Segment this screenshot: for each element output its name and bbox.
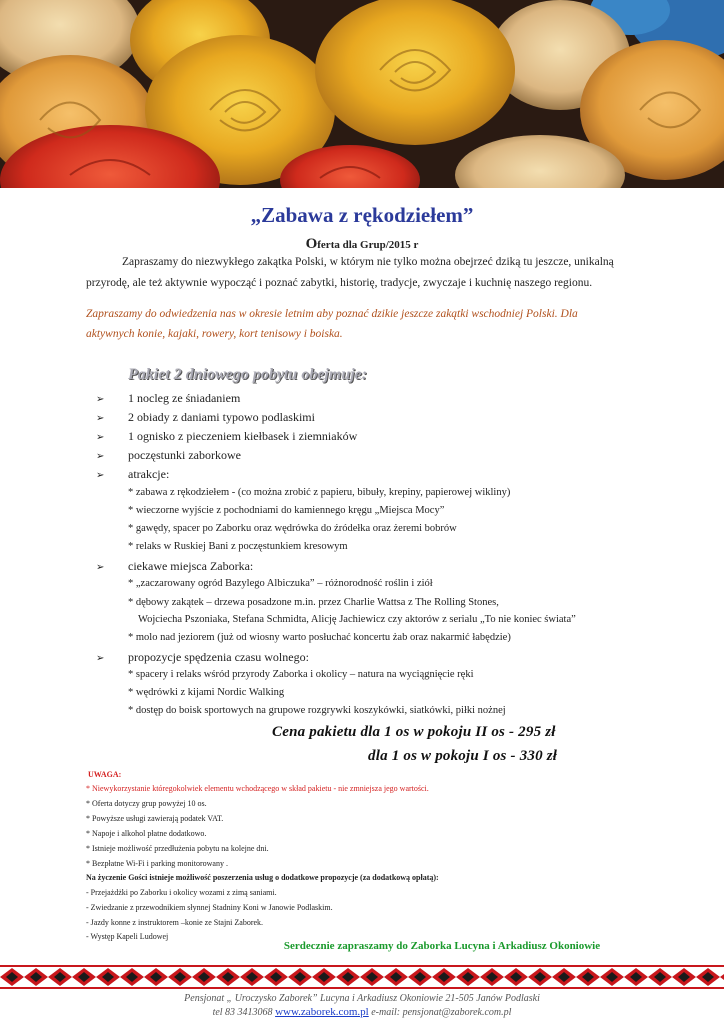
offer-subtitle	[0, 236, 724, 253]
note-line: * Napoje i alkohol płatne dodatkowo.	[86, 829, 207, 838]
leisure-line: * dostęp do boisk sportowych na grupowe rozgrywki koszykówki, siatkówki, piłki nożnej	[128, 705, 506, 716]
list-item	[96, 429, 357, 444]
note-line: * Niewykorzystanie któregokolwiek elementu wchodzącego w skład pakietu - nie zmniejsza jego wartości.	[86, 784, 429, 793]
list-item	[96, 650, 309, 665]
leisure-line: * spacery i relaks wśród przyrody Zaborka i okolicy – natura na wyciągnięcie ręki	[128, 669, 474, 680]
list-item	[96, 410, 315, 425]
price-line-single: dla 1 os w pokoju I os - 330 zł	[368, 748, 558, 764]
invite-paragraph: Zapraszamy do odwiedzenia nas w okresie letnim aby poznać dzikie jeszcze zakątki wschodniej Polski. Dla aktywnych konie, kajaki, rowery, kort tenisowy i boiska.	[86, 308, 578, 340]
list-item	[96, 559, 253, 574]
attraction-line: * gawędy, spacer po Zaborku oraz wędrówka do źródełka oraz żeremi bobrów	[128, 523, 457, 534]
attraction-line: * relaks w Ruskiej Bani z poczęstunkiem kresowym	[128, 541, 348, 552]
item-text: 2 obiady z daniami typowo podlaskimi	[128, 410, 315, 424]
place-line: * „zaczarowany ogród Bazylego Albiczuka” – różnorodność roślin i ziół	[128, 578, 433, 589]
note-line: - Przejażdżki po Zaborku i okolicy wozami z zimą saniami.	[86, 888, 277, 897]
item-text: propozycje spędzenia czasu wolnego:	[128, 650, 309, 664]
note-line: - Występ Kapeli Ludowej	[86, 932, 169, 941]
footer-email: e-mail: pensjonat@zaborek.com.pl	[368, 1007, 512, 1018]
closing-invitation: Serdecznie zapraszamy do Zaborka Lucyna i Arkadiusz Okoniowie	[283, 940, 601, 952]
arrow-bullet-icon: ➢	[96, 653, 105, 664]
list-item	[96, 391, 240, 406]
attraction-line: * wieczorne wyjście z pochodniami do kamiennego kręgu „Miejsca Mocy”	[128, 505, 445, 516]
attraction-line: * zabawa z rękodziełem - (co można zrobić z papieru, bibuły, krepiny, papierowej wikliny)	[128, 487, 511, 498]
arrow-bullet-icon: ➢	[96, 432, 105, 443]
note-line: * Istnieje możliwość przedłużenia pobytu na kolejne dni.	[86, 844, 269, 853]
list-item	[96, 467, 169, 482]
footer-address: Pensjonat „ Uroczysko Zaborek” Lucyna i Arkadiusz Okoniowie 21-505 Janów Podlaski	[184, 993, 540, 1004]
note-line: - Jazdy konne z instruktorem –konie ze Stajni Zaborek.	[86, 918, 264, 927]
page-title: „Zabawa z rękodziełem”	[250, 203, 474, 227]
note-line: * Bezpłatne Wi-Fi i parking monitorowany .	[86, 859, 228, 868]
footer-phone: tel 83 3413068	[212, 1007, 276, 1018]
item-text: 1 ognisko z pieczeniem kiełbasek i ziemniaków	[128, 429, 358, 443]
intro-paragraph: Zapraszamy do niezwykłego zakątka Polski, w którym nie tylko można obejrzeć dziką tu jeszcze, unikalną przyrodę, ale też aktywnie wypocząć i poznać zabytki, historię, tradycje, zwyczaje i kuchnię naszego regionu.	[86, 256, 614, 289]
footer-contact	[0, 1006, 724, 1018]
item-text: ciekawe miejsca Zaborka:	[128, 559, 254, 573]
arrow-bullet-icon: ➢	[96, 451, 105, 462]
item-text: 1 nocleg ze śniadaniem	[128, 391, 241, 405]
header-photo	[0, 0, 724, 188]
leisure-line: * wędrówki z kijami Nordic Walking	[128, 687, 285, 698]
arrow-bullet-icon: ➢	[96, 470, 105, 481]
folk-ornament-border	[0, 965, 724, 989]
place-line: * dębowy zakątek – drzewa posadzone m.in. przez Charlie Wattsa z The Rolling Stones,	[128, 597, 499, 608]
note-line: - Zwiedzanie z przewodnikiem słynnej Stadniny Koni w Janowie Podlaskim.	[86, 903, 333, 912]
place-line: * molo nad jeziorem (już od wiosny warto posłuchać koncertu żab oraz nakarmić łabędzie)	[128, 632, 511, 643]
note-line: * Powyższe usługi zawierają podatek VAT.	[86, 814, 224, 823]
item-text: atrakcje:	[128, 467, 170, 481]
item-text: poczęstunki zaborkowe	[128, 448, 241, 462]
package-heading: Pakiet 2 dniowego pobytu obejmuje:	[128, 366, 368, 383]
notes-heading: UWAGA:	[88, 770, 122, 779]
paper-roses-image	[0, 0, 724, 188]
website-link[interactable]: www.zaborek.com.pl	[275, 1006, 369, 1018]
note-line-extra-services: Na życzenie Gości istnieje możliwość poszerzenia usług o dodatkowe propozycje (za dodatkową opłatą):	[86, 873, 439, 882]
arrow-bullet-icon: ➢	[96, 562, 105, 573]
arrow-bullet-icon: ➢	[96, 394, 105, 405]
subtitle-initial: O	[305, 236, 318, 252]
price-line-double: Cena pakietu dla 1 os w pokoju II os - 295 zł	[272, 724, 556, 740]
arrow-bullet-icon: ➢	[96, 413, 105, 424]
subtitle-text: ferta dla Grup/2015 r	[317, 239, 419, 251]
folk-pattern-graphic	[0, 965, 724, 989]
list-item	[96, 448, 241, 463]
place-line: Wojciecha Pszoniaka, Stefana Schmidta, Alicję Jachiewicz czy aktorów z serialu „To nie koniec świata”	[138, 614, 576, 625]
note-line: * Oferta dotyczy grup powyżej 10 os.	[86, 799, 207, 808]
